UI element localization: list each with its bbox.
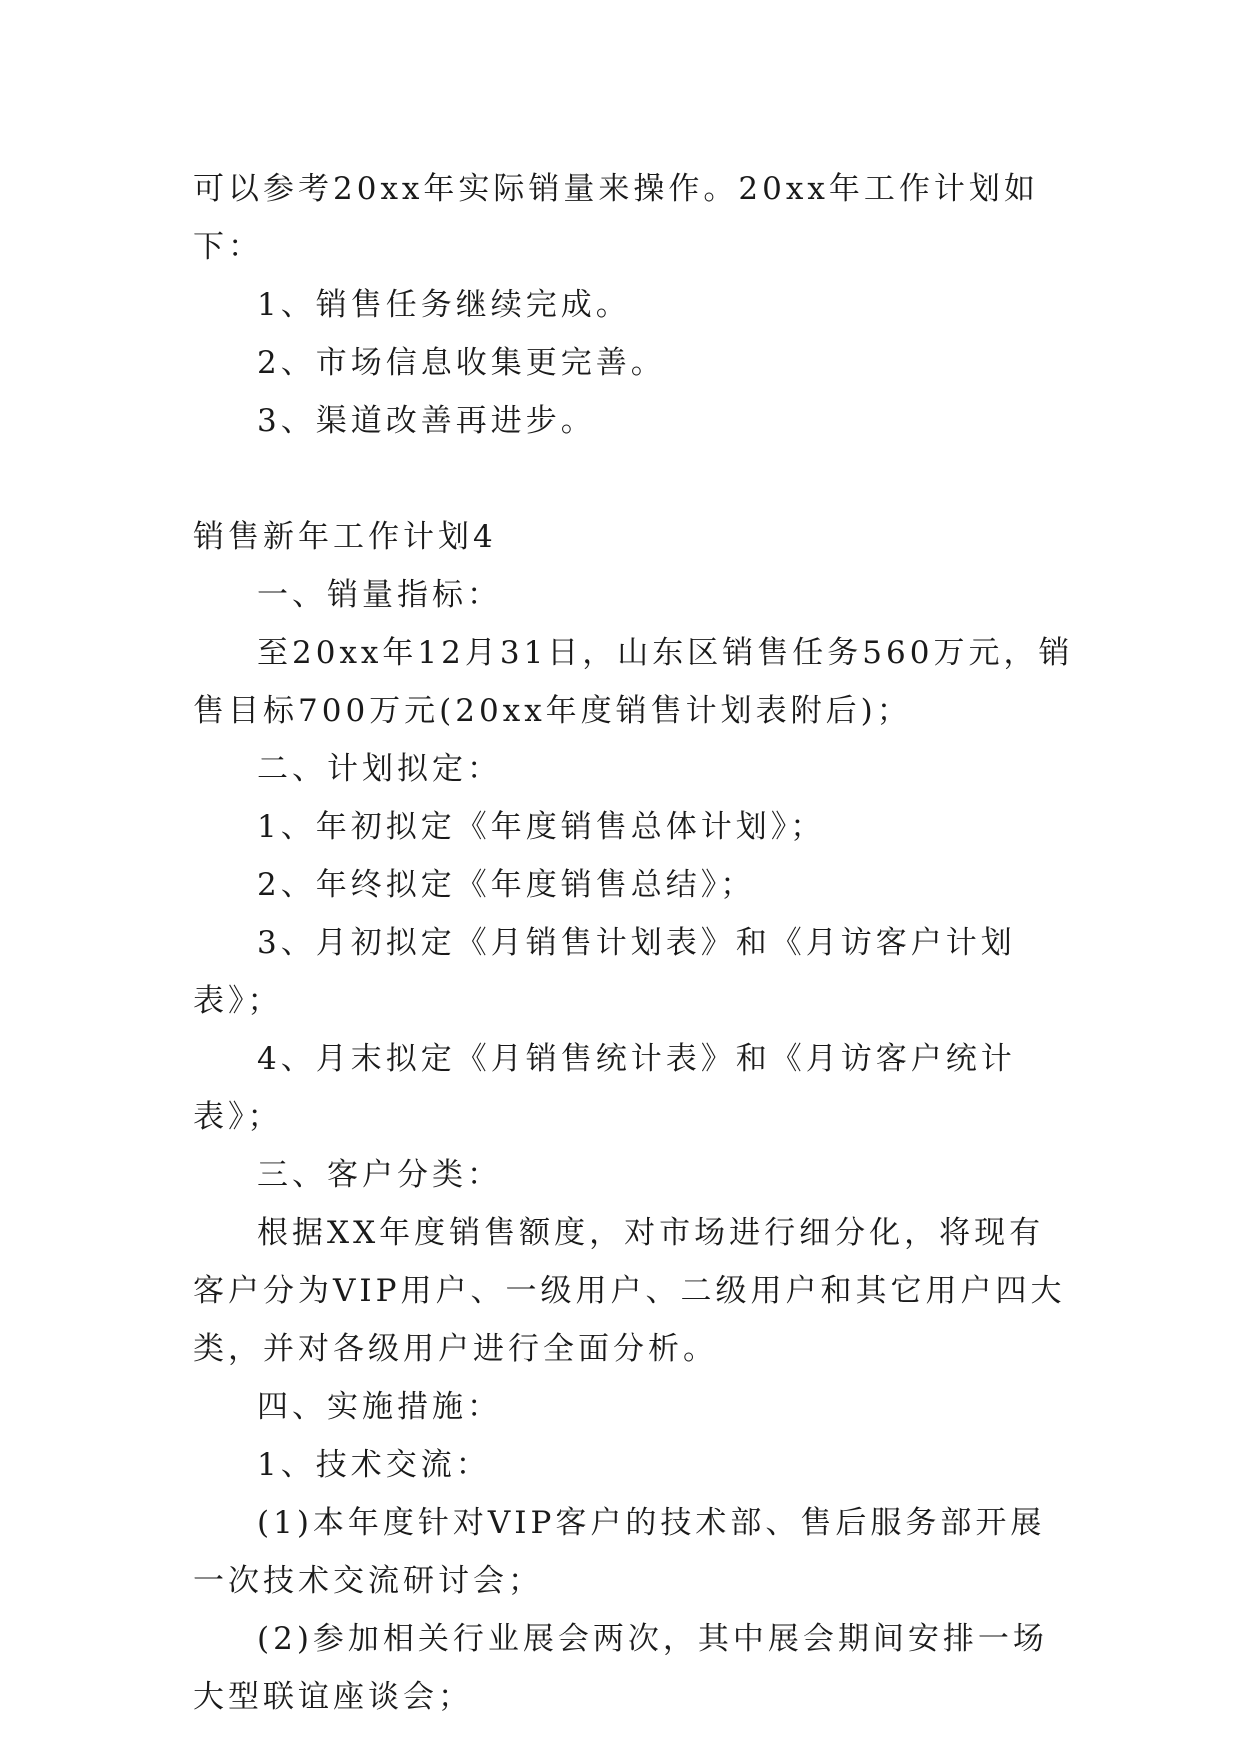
tech-list-item: (2)参加相关行业展会两次，其中展会期间安排一场大型联谊座谈会； xyxy=(193,1621,1048,1715)
intro-list-item: 3、渠道改善再进步。 xyxy=(257,403,596,439)
sales-target-paragraph: 至20xx年12月31日，山东区销售任务560万元，销售目标700万元(20xx年度销售计划表附后)； xyxy=(193,635,1074,729)
plan-list-item: 1、年初拟定《年度销售总体计划》； xyxy=(257,809,826,845)
plan-list-item: 4、月末拟定《月销售统计表》和《月访客户统计表》； xyxy=(193,1041,1016,1135)
section-title: 销售新年工作计划4 xyxy=(193,519,497,555)
plan-list-item: 2、年终拟定《年度销售总结》； xyxy=(257,867,756,903)
intro-list-item: 1、销售任务继续完成。 xyxy=(257,287,631,323)
customer-paragraph: 根据XX年度销售额度，对市场进行细分化，将现有客户分为VIP用户、一级用户、二级用户和其它用户四大类，并对各级用户进行全面分析。 xyxy=(193,1215,1066,1367)
measures-heading: 四、实施措施： xyxy=(257,1389,502,1425)
intro-list-item: 2、市场信息收集更完善。 xyxy=(257,345,666,381)
plan-list-item: 3、月初拟定《月销售计划表》和《月访客户计划表》； xyxy=(193,925,1016,1019)
sales-target-heading: 一、销量指标： xyxy=(257,577,502,613)
tech-list-item: (1)本年度针对VIP客户的技术部、售后服务部开展一次技术交流研讨会； xyxy=(193,1505,1046,1599)
tech-heading: 1、技术交流： xyxy=(257,1447,491,1483)
plan-heading: 二、计划拟定： xyxy=(257,751,502,787)
intro-paragraph: 可以参考20xx年实际销量来操作。20xx年工作计划如下： xyxy=(193,171,1039,265)
customer-heading: 三、客户分类： xyxy=(257,1157,502,1193)
document-body xyxy=(193,160,1078,1726)
